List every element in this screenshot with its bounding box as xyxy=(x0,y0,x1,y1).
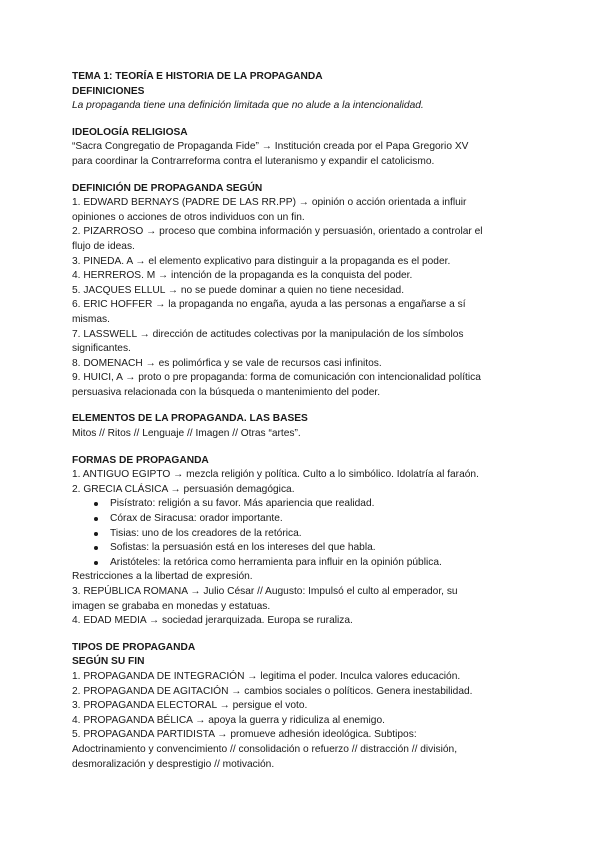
definicion-line: 1. EDWARD BERNAYS (PADRE DE LAS RR.PP) → opinión o acción orientada a influir xyxy=(72,197,467,209)
list-item: Sofistas: la persuasión está en los intereses del que habla. xyxy=(72,541,532,556)
definicion-line: 6. ERIC HOFFER → la propaganda no engaña, ayuda a las personas a engañarse a sí xyxy=(72,299,466,311)
definicion-line: 9. HUICI, A → proto o pre propaganda: forma de comunicación con intencionalidad política xyxy=(72,372,481,384)
definicion-line: 2. PIZARROSO → proceso que combina información y persuasión, orientado a controlar el xyxy=(72,226,483,238)
definicion-heading: DEFINICIÓN DE PROPAGANDA SEGÚN xyxy=(72,182,263,194)
formas-line: Restricciones a la libertad de expresión. xyxy=(72,571,253,583)
formas-line: 4. EDAD MEDIA → sociedad jerarquizada. Europa se ruraliza. xyxy=(72,615,353,627)
formas-heading: FORMAS DE PROPAGANDA xyxy=(72,454,209,466)
tipos-line: 2. PROPAGANDA DE AGITACIÓN → cambios sociales o políticos. Genera inestabilidad. xyxy=(72,685,473,697)
ideologia-heading: IDEOLOGÍA RELIGIOSA xyxy=(72,126,188,138)
list-item: Aristóteles: la retórica como herramienta para influir en la opinión pública. xyxy=(72,556,532,571)
formas-line: 1. ANTIGUO EGIPTO → mezcla religión y política. Culto a lo simbólico. Idolatría al faraón. xyxy=(72,469,479,481)
formas-bullet-list xyxy=(72,497,532,570)
ideologia-line: “Sacra Congregatio de Propaganda Fide” → Institución creada por el Papa Gregorio XV xyxy=(72,141,469,153)
definiciones-text: La propaganda tiene una definición limitada que no alude a la intencionalidad. xyxy=(72,100,424,112)
definicion-line: flujo de ideas. xyxy=(72,240,135,252)
formas-line: imagen se grababa en monedas y estatuas. xyxy=(72,600,271,612)
tipos-line: 4. PROPAGANDA BÉLICA → apoya la guerra y ridiculiza al enemigo. xyxy=(72,714,385,726)
list-item: Tisias: uno de los creadores de la retórica. xyxy=(72,527,532,542)
ideologia-line: para coordinar la Contrarreforma contra el luteranismo y expandir el catolicismo. xyxy=(72,155,435,167)
list-item: Pisístrato: religión a su favor. Más apariencia que realidad. xyxy=(72,497,532,512)
definicion-line: 7. LASSWELL → dirección de actitudes colectivas por la manipulación de los símbolos xyxy=(72,328,464,340)
definicion-line: significantes. xyxy=(72,343,131,355)
elementos-heading: ELEMENTOS DE LA PROPAGANDA. LAS BASES xyxy=(72,413,308,425)
formas-line: 2. GRECIA CLÁSICA → persuasión demagógica. xyxy=(72,483,295,495)
definicion-line: opiniones o acciones de otros individuos con un fin. xyxy=(72,211,305,223)
definicion-line: 5. JACQUES ELLUL → no se puede dominar a quien no tiene necesidad. xyxy=(72,284,405,296)
definiciones-heading: DEFINICIONES xyxy=(72,85,145,97)
formas-line: 3. REPÚBLICA ROMANA → Julio César // Augusto: Impulsó el culto al emperador, su xyxy=(72,586,458,597)
definicion-line: 4. HERREROS. M → intención de la propaganda es la conquista del poder. xyxy=(72,270,413,282)
elementos-text: Mitos // Ritos // Lenguaje // Imagen // Otras “artes”. xyxy=(72,428,301,440)
definicion-line: 8. DOMENACH → es polimórfica y se vale de recursos casi infinitos. xyxy=(72,357,382,369)
definicion-line: persuasiva relacionada con la búsqueda o mantenimiento del poder. xyxy=(72,386,381,398)
tipos-line: 1. PROPAGANDA DE INTEGRACIÓN → legitima el poder. Inculca valores educación. xyxy=(72,670,461,682)
tipos-line: Adoctrinamiento y convencimiento // consolidación o refuerzo // distracción // división, xyxy=(72,743,458,755)
definicion-line: 3. PINEDA. A → el elemento explicativo para distinguir a la propaganda es el poder. xyxy=(72,255,451,267)
document-title: TEMA 1: TEORÍA E HISTORIA DE LA PROPAGANDA xyxy=(72,71,323,82)
tipos-line: desmoralización y desprestigio // motivación. xyxy=(72,758,275,770)
tipos-subheading: SEGÚN SU FIN xyxy=(72,656,145,668)
tipos-line: 3. PROPAGANDA ELECTORAL → persigue el voto. xyxy=(72,700,308,712)
document-page xyxy=(72,70,532,772)
tipos-line: 5. PROPAGANDA PARTIDISTA → promueve adhesión ideológica. Subtipos: xyxy=(72,729,417,741)
definicion-line: mismas. xyxy=(72,313,110,325)
tipos-heading: TIPOS DE PROPAGANDA xyxy=(72,641,196,653)
list-item: Córax de Siracusa: orador importante. xyxy=(72,512,532,527)
